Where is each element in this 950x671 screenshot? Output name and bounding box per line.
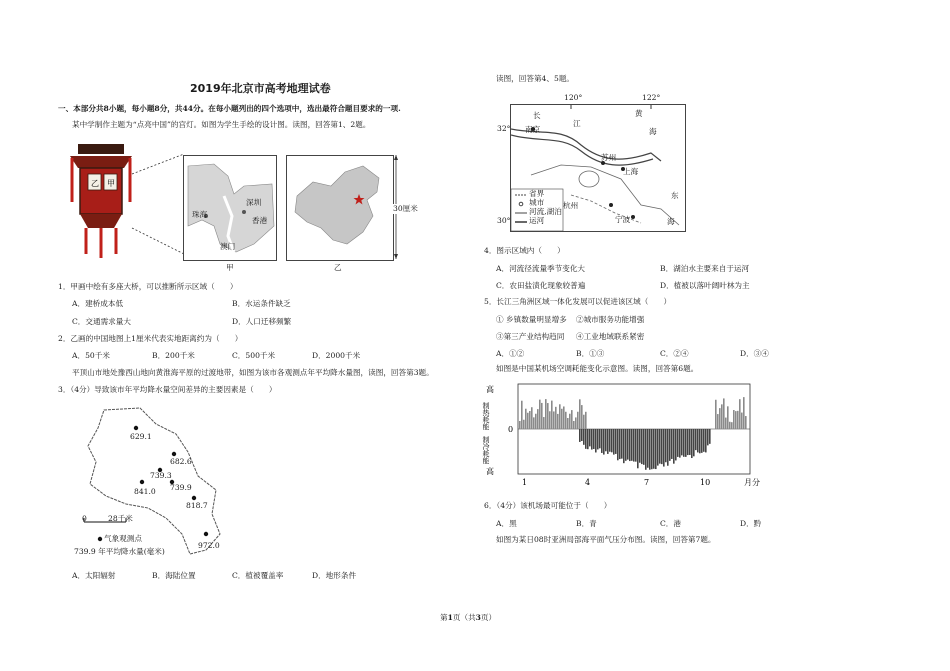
q5-item-4: ④工业地域联系紧密 [576, 332, 645, 341]
lantern-bottom [80, 214, 122, 228]
hvac-heating-bar [525, 409, 527, 429]
hvac-cooling-bar [593, 429, 595, 449]
hvac-cooling-bar [681, 429, 683, 455]
hvac-heating-bar [735, 411, 737, 429]
hvac-heating-bar [715, 400, 717, 429]
intro-q4-5: 读图，回答第4、5题。 [496, 74, 575, 83]
q5-option-b[interactable]: B．①③ [576, 349, 605, 358]
q6-option-a[interactable]: A．黑 [496, 519, 517, 528]
hvac-x-7: 7 [644, 478, 650, 487]
hvac-label-high-top: 高 [486, 385, 494, 394]
hvac-cooling-bar [689, 429, 691, 455]
hvac-heating-bar [743, 397, 745, 429]
hvac-heating-bar [529, 411, 531, 429]
rain-value-6: 818.7 [186, 501, 208, 510]
hvac-cooling-bar [595, 429, 597, 452]
hvac-cooling-bar [683, 429, 685, 457]
q3-option-c[interactable]: C．植被覆盖率 [232, 571, 284, 580]
hvac-label-cool: 制冷耗能 [482, 436, 490, 464]
rain-legend-title: 气象观测点 [104, 534, 142, 543]
rain-value-4: 841.0 [134, 487, 156, 496]
hvac-x-unit: 月分 [744, 478, 760, 487]
q2-option-c[interactable]: C．500千米 [232, 351, 276, 360]
q5-option-c[interactable]: C．②④ [660, 349, 689, 358]
hvac-cooling-bar [627, 429, 629, 460]
lantern-label-jia: 甲 [107, 179, 115, 188]
hvac-cooling-bar [631, 429, 633, 461]
hvac-cooling-bar [655, 429, 657, 469]
yrd-label-hai2: 海 [667, 217, 675, 226]
q5-item-1: ① 乡镇数量明显增多 [496, 315, 567, 324]
hvac-cooling-bar [659, 429, 661, 464]
hvac-heating-bar [737, 411, 739, 429]
hvac-cooling-bar [669, 429, 671, 461]
hvac-heating-bar [719, 408, 721, 429]
figure-label-jia: 甲 [226, 263, 234, 272]
map-label-shenzhen: 深圳 [246, 198, 262, 207]
q1-stem: 1．甲画中绘有多座大桥，可以推断所示区域（ ） [58, 282, 238, 291]
hvac-heating-bar [573, 421, 575, 429]
hvac-cooling-bar [621, 429, 623, 459]
hvac-cooling-bar [591, 429, 593, 450]
footer-suffix: 页） [480, 613, 497, 622]
yrd-legend-river: 河流,湖泊 [529, 207, 562, 216]
hvac-cooling-bar [657, 429, 659, 466]
hvac-heating-bar [541, 403, 543, 429]
yrd-label-nanjing: 南京 [525, 125, 541, 134]
yrd-label-jiang: 江 [573, 119, 581, 128]
hvac-cooling-bar [691, 429, 693, 458]
hvac-heating-bar [725, 418, 727, 429]
hvac-cooling-bar [635, 429, 637, 462]
hvac-heating-bar [521, 401, 523, 429]
hvac-heating-bar [723, 398, 725, 429]
hvac-cooling-bar [651, 429, 653, 469]
q6-stem: 6．（4分）该机场最可能位于（ ） [484, 501, 612, 510]
hvac-cooling-bar [597, 429, 599, 449]
hvac-cooling-bar [697, 429, 699, 452]
q4-stem: 4．图示区域内（ ） [484, 246, 565, 255]
hvac-heating-bar [727, 406, 729, 429]
paper-title: 2019年北京市高考地理试卷 [190, 82, 331, 95]
q1-option-c[interactable]: C．交通需求量大 [72, 317, 131, 326]
map-jia [183, 155, 277, 261]
hvac-label-heat: 制热耗能 [482, 402, 490, 430]
hvac-cooling-bar [589, 429, 591, 446]
hvac-x-10: 10 [700, 478, 711, 487]
hvac-heating-bar [523, 420, 525, 429]
hvac-cooling-bar [695, 429, 697, 450]
q5-stem: 5．长江三角洲区域一体化发展可以促进该区域（ ） [484, 297, 672, 306]
yrd-label-hangzhou: 杭州 [563, 201, 579, 210]
hvac-cooling-bar [611, 429, 613, 452]
hvac-cooling-bar [633, 429, 635, 462]
hvac-cooling-bar [677, 429, 679, 457]
hvac-heating-bar [543, 417, 545, 429]
hvac-heating-bar [545, 399, 547, 429]
hvac-cooling-bar [701, 429, 703, 453]
yrd-lon-120: 120° [564, 93, 583, 102]
q6-option-d[interactable]: D．黔 [740, 519, 762, 528]
rain-scale-zero: 0 [82, 514, 87, 523]
hvac-x-1: 1 [522, 478, 528, 487]
hvac-heating-bar [539, 400, 541, 429]
hvac-heating-bar [745, 416, 747, 429]
hvac-heating-bar [547, 403, 549, 429]
hvac-cooling-bar [667, 429, 669, 466]
hvac-cooling-bar [613, 429, 615, 455]
yrd-label-dong: 东 [671, 191, 679, 200]
hvac-cooling-bar [665, 429, 667, 462]
footer-mid: 页（共 [452, 613, 476, 622]
hvac-heating-bar [533, 417, 535, 429]
hvac-cooling-bar [615, 429, 617, 454]
scale-label-30cm: 30厘米 [393, 204, 418, 213]
hvac-heating-bar [579, 399, 581, 429]
yrd-lat-32: 32° [497, 124, 511, 133]
figure-label-yi: 乙 [334, 263, 342, 272]
q3-stem: 3．（4分）导致该市年平均降水量空间差异的主要因素是（ ） [58, 385, 277, 394]
hvac-cooling-bar [649, 429, 651, 470]
hvac-cooling-bar [599, 429, 601, 448]
hvac-cooling-bar [693, 429, 695, 456]
q5-item-2: ②城市服务功能增强 [576, 315, 645, 324]
lantern-illustration [66, 142, 140, 260]
hvac-heating-bar [535, 414, 537, 429]
hvac-heating-bar [553, 411, 555, 429]
q1-option-b[interactable]: B．水运条件缺乏 [232, 299, 291, 308]
hvac-cooling-bar [609, 429, 611, 452]
hvac-heating-bar [733, 410, 735, 429]
yrd-legend-canal: 运河 [529, 216, 545, 225]
yrd-label-ningbo: 宁波 [615, 215, 631, 224]
hvac-heating-bar [565, 412, 567, 429]
rainfall-map [70, 404, 230, 560]
hvac-heating-bar [577, 412, 579, 429]
hvac-heating-bar [537, 409, 539, 429]
hvac-cooling-bar [705, 429, 707, 452]
intro-q1-2: 某中学制作主题为“点亮中国”的宫灯。如图为学生手绘的设计图。读图，回答第1、2题。 [72, 120, 371, 129]
hvac-cooling-bar [579, 429, 581, 442]
q5-item-3: ③第三产业结构趋同 [496, 332, 565, 341]
hvac-cooling-bar [587, 429, 589, 449]
hvac-cooling-bar [581, 429, 583, 441]
intro-q6: 如图是中国某机场空调耗能变化示意图。读图，回答第6题。 [496, 364, 699, 373]
hvac-cooling-bar [647, 429, 649, 468]
q4-option-b[interactable]: B．湖泊水主要来自于运河 [660, 264, 750, 273]
yrd-label-huang: 黄 [635, 109, 643, 118]
rain-value-7: 972.0 [198, 541, 220, 550]
hvac-heating-bar [729, 422, 731, 429]
hvac-heating-bar [551, 401, 553, 429]
hvac-heating-bar [583, 415, 585, 429]
map-label-xianggang: 香港 [252, 216, 268, 225]
hvac-label-zero: 0 [508, 425, 514, 434]
hvac-x-4: 4 [585, 478, 591, 487]
page-footer [440, 612, 496, 623]
q4-option-c[interactable]: C．农田盐渍化现象较普遍 [496, 281, 586, 290]
q2-option-a[interactable]: A．50千米 [72, 351, 110, 360]
hvac-heating-bar [569, 414, 571, 429]
yrd-label-suzhou: 苏州 [601, 153, 617, 162]
hvac-cooling-bar [583, 429, 585, 445]
hvac-heating-bar [527, 413, 529, 429]
hvac-cooling-bar [673, 429, 675, 464]
hvac-heating-bar [731, 422, 733, 429]
q1-option-a[interactable]: A．建桥成本低 [72, 299, 124, 308]
yrd-legend-border: 省界 [529, 189, 545, 198]
hvac-cooling-bar [639, 429, 641, 463]
q3-option-d[interactable]: D．地形条件 [312, 571, 357, 580]
hvac-heating-bar [519, 421, 521, 429]
hvac-cooling-bar [707, 429, 709, 445]
hvac-cooling-bar [625, 429, 627, 461]
intro-q7: 如图为某日08时亚洲局部海平面气压分布图。读图，回答第7题。 [496, 535, 716, 544]
hvac-cooling-bar [607, 429, 609, 454]
hvac-cooling-bar [623, 429, 625, 463]
yrd-label-hai: 海 [649, 127, 657, 136]
footer-total-pages: 3 [475, 613, 481, 622]
map-label-zhuhai: 珠海 [192, 210, 208, 219]
rain-scale-28km: 28千米 [108, 514, 133, 523]
hvac-heating-bar [557, 414, 559, 429]
rain-legend-text: 739.9 年平均降水量(毫米) [74, 547, 165, 556]
hvac-cooling-bar [661, 429, 663, 464]
q2-stem: 2．乙画的中国地图上1厘米代表实地距离约为（ ） [58, 334, 243, 343]
hvac-heating-bar [575, 417, 577, 429]
hvac-heating-bar [561, 409, 563, 429]
yrd-map [510, 104, 686, 232]
hvac-cooling-bar [675, 429, 677, 460]
yrd-lon-122: 122° [642, 93, 661, 102]
hvac-cooling-bar [601, 429, 603, 453]
q4-option-d[interactable]: D．植被以落叶阔叶林为主 [660, 281, 750, 290]
hvac-cooling-bar [643, 429, 645, 465]
hvac-heating-bar [571, 410, 573, 429]
map-label-aomen: 澳门 [220, 242, 236, 251]
footer-prefix: 第 [440, 613, 448, 622]
hvac-cooling-bar [605, 429, 607, 451]
lantern-top [70, 156, 132, 168]
hvac-cooling-bar [663, 429, 665, 467]
yrd-legend-city: 城市 [529, 198, 545, 207]
hvac-cooling-bar [645, 429, 647, 470]
hvac-cooling-bar [709, 429, 711, 444]
hvac-cooling-bar [585, 429, 587, 449]
hvac-cooling-bar [687, 429, 689, 455]
yrd-label-shanghai: 上海 [623, 167, 639, 176]
hvac-chart [482, 380, 762, 490]
q3-option-a[interactable]: A．太阳辐射 [72, 571, 116, 580]
rain-value-2: 682.6 [170, 457, 192, 466]
lantern-label-yi: 乙 [91, 179, 99, 188]
hvac-heating-bar [581, 405, 583, 429]
q5-option-a[interactable]: A．①② [496, 349, 525, 358]
hvac-label-high-bottom: 高 [486, 467, 494, 476]
map-yi [286, 155, 394, 261]
hvac-heating-bar [717, 414, 719, 429]
hvac-heating-bar [549, 411, 551, 429]
hvac-cooling-bar [703, 429, 705, 452]
hvac-heating-bar [741, 413, 743, 429]
q2-option-d[interactable]: D．2000千米 [312, 351, 361, 360]
hvac-cooling-bar [617, 429, 619, 460]
hvac-heating-bar [721, 404, 723, 429]
hvac-heating-bar [739, 399, 741, 429]
hvac-heating-bar [531, 407, 533, 429]
q6-option-c[interactable]: C．港 [660, 519, 681, 528]
hvac-cooling-bar [603, 429, 605, 455]
section-heading: 一、本部分共8小题，每小题8分，共44分。在每小题列出的四个选项中，选出最符合题目要求的一项. [58, 104, 401, 113]
hvac-cooling-bar [671, 429, 673, 459]
rain-value-5: 739.9 [170, 483, 192, 492]
hvac-heating-bar [555, 407, 557, 429]
q1-option-d[interactable]: D．人口迁移频繁 [232, 317, 292, 326]
hvac-cooling-bar [699, 429, 701, 453]
hvac-heating-bar [585, 412, 587, 429]
hvac-cooling-bar [641, 429, 643, 464]
hvac-cooling-bar [679, 429, 681, 458]
hvac-cooling-bar [653, 429, 655, 469]
hvac-heating-bar [567, 418, 569, 429]
yrd-label-chang: 长 [533, 111, 541, 120]
rain-value-1: 629.1 [130, 432, 152, 441]
rain-value-3: 739.3 [150, 471, 172, 480]
intro-q3: 平顶山市地处豫西山地向黄淮海平原的过渡地带，如图为该市各观测点年平均降水量图，读图，回答第3题。 [72, 368, 434, 377]
q5-option-d[interactable]: D．③④ [740, 349, 769, 358]
hvac-cooling-bar [619, 429, 621, 459]
hvac-heating-bar [559, 404, 561, 429]
q6-option-b[interactable]: B．青 [576, 519, 597, 528]
q3-option-b[interactable]: B．海陆位置 [152, 571, 196, 580]
hvac-cooling-bar [637, 429, 639, 468]
dashed-connectors [130, 150, 190, 260]
hvac-heating-bar [563, 406, 565, 429]
hvac-cooling-bar [629, 429, 631, 461]
footer-page-number: 1 [447, 613, 453, 622]
lantern-roof [78, 144, 124, 154]
yrd-lat-30: 30° [497, 216, 511, 225]
q4-option-a[interactable]: A．河流径流量季节变化大 [496, 264, 586, 273]
q2-option-b[interactable]: B．200千米 [152, 351, 195, 360]
hvac-cooling-bar [685, 429, 687, 457]
